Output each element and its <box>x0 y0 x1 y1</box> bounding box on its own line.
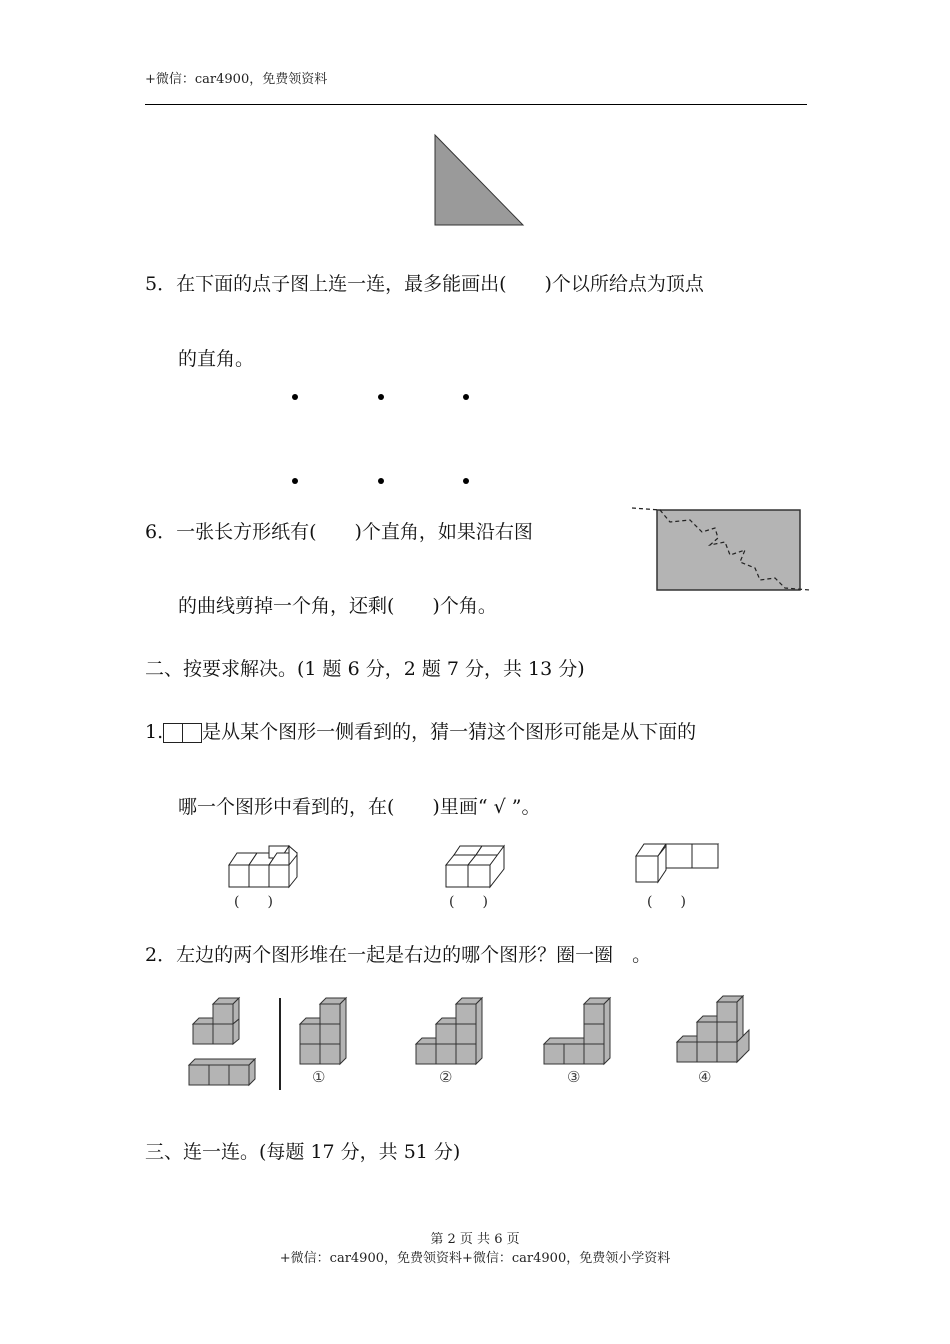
q1-text: 是从某个图形一侧看到的，猜一猜这个图形可能是从下面的 <box>202 721 697 743</box>
option-2-figure <box>413 995 488 1070</box>
view-square <box>163 723 183 743</box>
option-1-label[interactable]: ① <box>312 1068 326 1086</box>
q1-number: 1. <box>145 721 164 743</box>
option-4-label[interactable]: ④ <box>698 1068 712 1086</box>
header-rule <box>145 104 807 105</box>
divider-line <box>279 998 281 1090</box>
answer-paren[interactable]: ( ) <box>647 894 686 910</box>
dot <box>292 394 298 400</box>
section2-q2: 2．左边的两个图形堆在一起是右边的哪个图形？圈一圈 。 <box>145 944 652 966</box>
section2-q1-line2: 哪一个图形中看到的，在( )里画“ √ ”。 <box>178 796 541 818</box>
answer-paren[interactable]: ( ) <box>449 894 488 910</box>
dot <box>292 478 298 484</box>
dot <box>463 478 469 484</box>
header-text: +微信：car4900，免费领资料 <box>145 72 328 87</box>
cube-figure-c <box>632 840 727 890</box>
stack-left-figure <box>185 995 265 1090</box>
section2-q1-line1 <box>145 720 696 744</box>
dot <box>378 394 384 400</box>
option-3-label[interactable]: ③ <box>567 1068 581 1086</box>
option-4-figure <box>671 993 751 1071</box>
section2-title: 二、按要求解决。(1 题 6 分，2 题 7 分，共 13 分) <box>145 658 585 680</box>
footer-note: +微信：car4900，免费领资料+微信：car4900，免费领小学资料 <box>279 1251 671 1266</box>
section3-title: 三、连一连。(每题 17 分，共 51 分) <box>145 1141 461 1163</box>
q5-line1: 5．在下面的点子图上连一连，最多能画出( )个以所给点为顶点 <box>145 273 704 295</box>
cube-figure-b <box>442 843 512 891</box>
q6-line1: 6．一张长方形纸有( )个直角，如果沿右图 <box>145 521 533 543</box>
view-square <box>182 723 202 743</box>
page-number: 第 2 页 共 6 页 <box>430 1232 520 1247</box>
answer-paren[interactable]: ( ) <box>234 894 273 910</box>
q6-line2: 的曲线剪掉一个角，还剩( )个角。 <box>178 595 497 617</box>
rectangle-with-cut-line <box>630 500 815 595</box>
option-1-figure <box>297 995 362 1070</box>
option-3-figure <box>541 995 616 1070</box>
cube-figure-a <box>225 843 305 891</box>
triangle-figure <box>430 130 530 230</box>
q5-line2: 的直角。 <box>178 348 255 370</box>
dot <box>463 394 469 400</box>
option-2-label[interactable]: ② <box>439 1068 453 1086</box>
dot <box>378 478 384 484</box>
